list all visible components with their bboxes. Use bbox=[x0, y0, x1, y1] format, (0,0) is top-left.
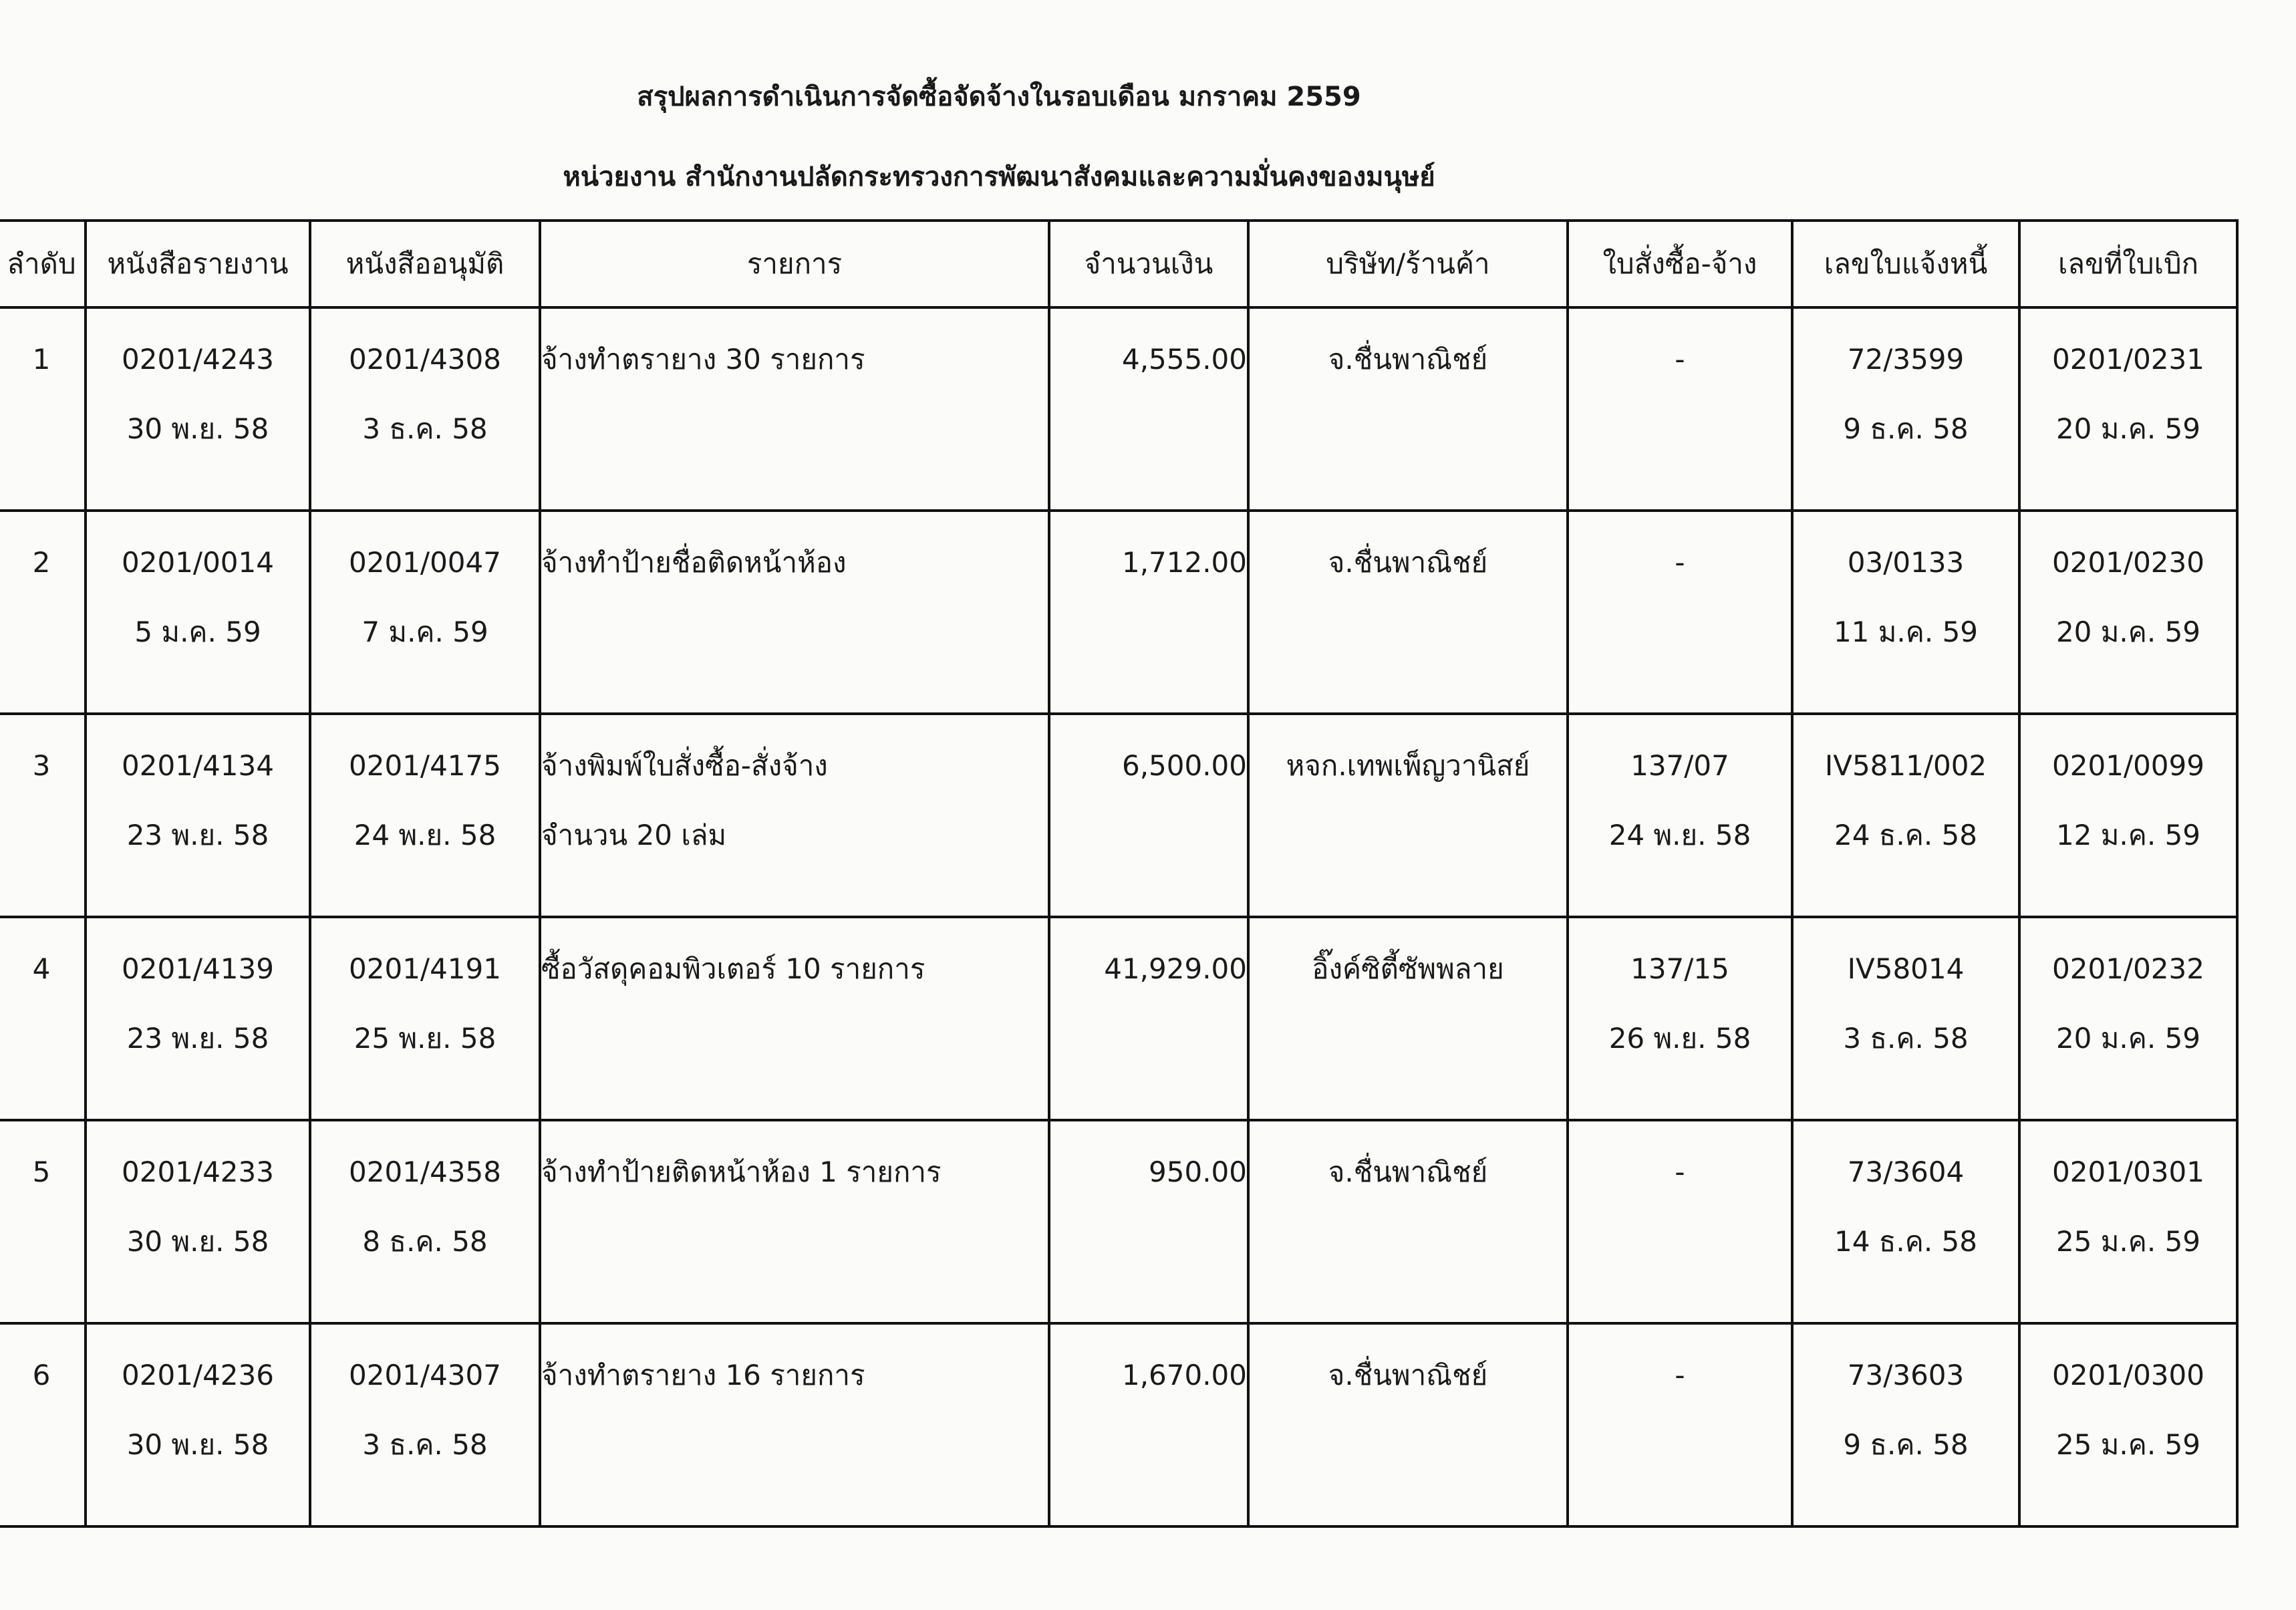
table-row bbox=[0, 511, 2237, 714]
vendor-cell bbox=[1248, 1323, 1568, 1526]
table-row bbox=[0, 1323, 2237, 1526]
amount-cell bbox=[1049, 511, 1248, 714]
invoice-number: 72/3599 bbox=[1847, 343, 1965, 376]
report-date: 30 พ.ย. 58 bbox=[126, 412, 269, 445]
invoice-cell bbox=[1792, 1120, 2019, 1323]
approval-cell bbox=[310, 917, 540, 1120]
row-number-cell bbox=[0, 1323, 86, 1526]
table-row bbox=[0, 307, 2237, 511]
voucher-number: 0201/0300 bbox=[2052, 1359, 2204, 1391]
vendor-name: หจก.เทพเพ็ญวานิสย์ bbox=[1286, 749, 1530, 782]
amount-value: 950.00 bbox=[1149, 1156, 1247, 1188]
row-number: 6 bbox=[32, 1359, 51, 1391]
column-header-vendor: บริษัท/ร้านค้า bbox=[1248, 221, 1568, 307]
item-description: จ้างพิมพ์ใบสั่งซื้อ-สั่งจ้าง bbox=[541, 749, 828, 782]
approval-cell bbox=[310, 511, 540, 714]
amount-cell bbox=[1049, 1323, 1248, 1526]
report-date: 30 พ.ย. 58 bbox=[126, 1225, 269, 1258]
invoice-number: 73/3603 bbox=[1847, 1359, 1965, 1391]
item-description: จ้างทำตรายาง 16 รายการ bbox=[541, 1359, 865, 1391]
voucher-number: 0201/0231 bbox=[2052, 343, 2204, 376]
invoice-date: 11 ม.ค. 59 bbox=[1833, 616, 1979, 648]
invoice-number: IV5811/002 bbox=[1824, 749, 1987, 782]
approval-number: 0201/0047 bbox=[349, 546, 501, 579]
approval-date: 3 ธ.ค. 58 bbox=[362, 412, 488, 445]
invoice-cell bbox=[1792, 917, 2019, 1120]
report-number: 0201/4134 bbox=[122, 749, 274, 782]
approval-date: 7 ม.ค. 59 bbox=[362, 616, 488, 648]
voucher-date: 20 ม.ค. 59 bbox=[2055, 616, 2201, 648]
row-number: 1 bbox=[32, 343, 51, 376]
item-description: ซื้อวัสดุคอมพิวเตอร์ 10 รายการ bbox=[541, 952, 925, 985]
report-number: 0201/4236 bbox=[122, 1359, 274, 1391]
approval-cell bbox=[310, 1323, 540, 1526]
invoice-cell bbox=[1792, 714, 2019, 917]
item-cell bbox=[540, 307, 1049, 511]
item-cell bbox=[540, 1120, 1049, 1323]
voucher-date: 25 ม.ค. 59 bbox=[2055, 1225, 2201, 1258]
purchase-order-cell bbox=[1568, 307, 1792, 511]
purchase-order-cell bbox=[1568, 917, 1792, 1120]
purchase-order-date: 24 พ.ย. 58 bbox=[1608, 819, 1751, 851]
approval-cell bbox=[310, 307, 540, 511]
amount-cell bbox=[1049, 917, 1248, 1120]
row-number-cell bbox=[0, 917, 86, 1120]
invoice-cell bbox=[1792, 1323, 2019, 1526]
item-description: จ้างทำป้ายชื่อติดหน้าห้อง bbox=[541, 546, 847, 579]
report-cell bbox=[86, 511, 310, 714]
column-header-amount: จำนวนเงิน bbox=[1049, 221, 1248, 307]
approval-number: 0201/4175 bbox=[349, 749, 501, 782]
item-cell bbox=[540, 917, 1049, 1120]
vendor-cell bbox=[1248, 307, 1568, 511]
report-number: 0201/4233 bbox=[122, 1156, 274, 1188]
voucher-number: 0201/0232 bbox=[2052, 952, 2204, 985]
table-header-row bbox=[0, 221, 2237, 307]
report-cell bbox=[86, 1120, 310, 1323]
vendor-cell bbox=[1248, 714, 1568, 917]
report-cell bbox=[86, 1323, 310, 1526]
approval-date: 3 ธ.ค. 58 bbox=[362, 1428, 488, 1461]
purchase-order-number: - bbox=[1675, 1156, 1685, 1188]
purchase-order-cell bbox=[1568, 1323, 1792, 1526]
vendor-cell bbox=[1248, 1120, 1568, 1323]
purchase-order-cell bbox=[1568, 511, 1792, 714]
procurement-table bbox=[0, 219, 2239, 1528]
report-cell bbox=[86, 714, 310, 917]
column-header-voucher: เลขที่ใบเบิก bbox=[2019, 221, 2237, 307]
row-number: 5 bbox=[32, 1156, 51, 1188]
report-date: 30 พ.ย. 58 bbox=[126, 1428, 269, 1461]
voucher-cell bbox=[2019, 714, 2237, 917]
item-cell bbox=[540, 511, 1049, 714]
amount-value: 1,670.00 bbox=[1121, 1359, 1247, 1391]
row-number: 4 bbox=[32, 952, 51, 985]
amount-value: 6,500.00 bbox=[1121, 749, 1247, 782]
report-date: 23 พ.ย. 58 bbox=[126, 1022, 269, 1055]
column-header-invoice: เลขใบแจ้งหนี้ bbox=[1792, 221, 2019, 307]
invoice-date: 24 ธ.ค. 58 bbox=[1834, 819, 1978, 851]
item-description-continued: จำนวน 20 เล่ม bbox=[541, 819, 727, 851]
page-title: สรุปผลการดำเนินการจัดซื้อจัดจ้างในรอบเดือน มกราคม 2559 bbox=[637, 82, 1361, 112]
voucher-cell bbox=[2019, 511, 2237, 714]
item-cell bbox=[540, 714, 1049, 917]
invoice-number: IV58014 bbox=[1847, 952, 1965, 985]
amount-cell bbox=[1049, 1120, 1248, 1323]
column-header-item: รายการ bbox=[540, 221, 1049, 307]
invoice-date: 9 ธ.ค. 58 bbox=[1843, 412, 1969, 445]
row-number-cell bbox=[0, 714, 86, 917]
vendor-cell bbox=[1248, 917, 1568, 1120]
amount-cell bbox=[1049, 307, 1248, 511]
report-date: 23 พ.ย. 58 bbox=[126, 819, 269, 851]
approval-number: 0201/4358 bbox=[349, 1156, 501, 1188]
table-row bbox=[0, 917, 2237, 1120]
report-number: 0201/4243 bbox=[122, 343, 274, 376]
vendor-name: จ.ชื่นพาณิชย์ bbox=[1328, 1359, 1488, 1391]
approval-date: 24 พ.ย. 58 bbox=[353, 819, 496, 851]
purchase-order-number: - bbox=[1675, 546, 1685, 579]
purchase-order-number: 137/15 bbox=[1630, 952, 1729, 985]
purchase-order-number: 137/07 bbox=[1630, 749, 1729, 782]
report-cell bbox=[86, 307, 310, 511]
item-cell bbox=[540, 1323, 1049, 1526]
voucher-cell bbox=[2019, 917, 2237, 1120]
amount-value: 4,555.00 bbox=[1121, 343, 1247, 376]
report-date: 5 ม.ค. 59 bbox=[134, 616, 261, 648]
table-row bbox=[0, 714, 2237, 917]
purchase-order-cell bbox=[1568, 714, 1792, 917]
report-number: 0201/0014 bbox=[122, 546, 274, 579]
voucher-date: 20 ม.ค. 59 bbox=[2055, 412, 2201, 445]
table-row bbox=[0, 1120, 2237, 1323]
voucher-cell bbox=[2019, 1120, 2237, 1323]
item-description: จ้างทำตรายาง 30 รายการ bbox=[541, 343, 865, 376]
approval-cell bbox=[310, 714, 540, 917]
voucher-number: 0201/0230 bbox=[2052, 546, 2204, 579]
vendor-name: จ.ชื่นพาณิชย์ bbox=[1328, 343, 1488, 376]
report-number: 0201/4139 bbox=[122, 952, 274, 985]
approval-date: 25 พ.ย. 58 bbox=[353, 1022, 496, 1055]
item-description: จ้างทำป้ายติดหน้าห้อง 1 รายการ bbox=[541, 1156, 942, 1188]
voucher-date: 12 ม.ค. 59 bbox=[2055, 819, 2201, 851]
voucher-date: 25 ม.ค. 59 bbox=[2055, 1428, 2201, 1461]
approval-number: 0201/4191 bbox=[349, 952, 501, 985]
invoice-number: 03/0133 bbox=[1847, 546, 1965, 579]
voucher-number: 0201/0301 bbox=[2052, 1156, 2204, 1188]
invoice-cell bbox=[1792, 511, 2019, 714]
purchase-order-cell bbox=[1568, 1120, 1792, 1323]
vendor-name: จ.ชื่นพาณิชย์ bbox=[1328, 546, 1488, 579]
voucher-cell bbox=[2019, 307, 2237, 511]
row-number-cell bbox=[0, 511, 86, 714]
vendor-name: จ.ชื่นพาณิชย์ bbox=[1328, 1156, 1488, 1188]
purchase-order-number: - bbox=[1675, 343, 1685, 376]
approval-date: 8 ธ.ค. 58 bbox=[362, 1225, 488, 1258]
amount-cell bbox=[1049, 714, 1248, 917]
amount-value: 41,929.00 bbox=[1104, 952, 1247, 985]
vendor-name: อิ๊งค์ซิตี้ซัพพลาย bbox=[1312, 952, 1504, 985]
row-number-cell bbox=[0, 1120, 86, 1323]
column-header-no: ลำดับ bbox=[0, 221, 86, 307]
report-cell bbox=[86, 917, 310, 1120]
column-header-approval: หนังสืออนุมัติ bbox=[310, 221, 540, 307]
agency-subtitle: หน่วยงาน สำนักงานปลัดกระทรวงการพัฒนาสังคมและความมั่นคงของมนุษย์ bbox=[563, 162, 1435, 192]
amount-value: 1,712.00 bbox=[1121, 546, 1247, 579]
approval-number: 0201/4308 bbox=[349, 343, 501, 376]
column-header-purchase-order: ใบสั่งซื้อ-จ้าง bbox=[1568, 221, 1792, 307]
voucher-date: 20 ม.ค. 59 bbox=[2055, 1022, 2201, 1055]
column-header-report: หนังสือรายงาน bbox=[86, 221, 310, 307]
purchase-order-number: - bbox=[1675, 1359, 1685, 1391]
row-number: 2 bbox=[32, 546, 51, 579]
invoice-date: 14 ธ.ค. 58 bbox=[1834, 1225, 1978, 1258]
row-number-cell bbox=[0, 307, 86, 511]
vendor-cell bbox=[1248, 511, 1568, 714]
row-number: 3 bbox=[32, 749, 51, 782]
purchase-order-date: 26 พ.ย. 58 bbox=[1608, 1022, 1751, 1055]
invoice-number: 73/3604 bbox=[1847, 1156, 1965, 1188]
voucher-cell bbox=[2019, 1323, 2237, 1526]
approval-number: 0201/4307 bbox=[349, 1359, 501, 1391]
invoice-date: 3 ธ.ค. 58 bbox=[1843, 1022, 1969, 1055]
voucher-number: 0201/0099 bbox=[2052, 749, 2204, 782]
approval-cell bbox=[310, 1120, 540, 1323]
invoice-date: 9 ธ.ค. 58 bbox=[1843, 1428, 1969, 1461]
invoice-cell bbox=[1792, 307, 2019, 511]
